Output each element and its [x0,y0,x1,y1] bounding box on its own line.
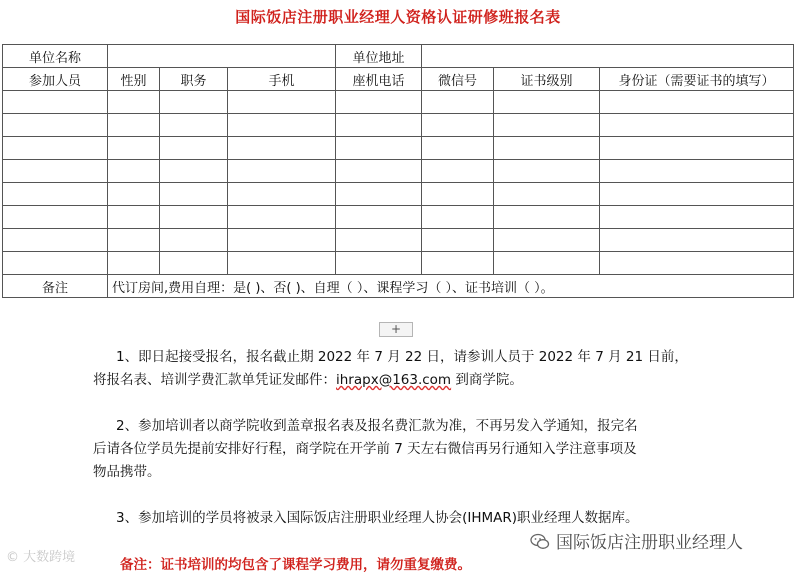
participant-row [3,206,794,229]
header-cell: 身份证（需要证书的填写） [600,68,794,91]
participant-cell[interactable] [108,160,160,183]
participant-cell[interactable] [336,91,422,114]
unit-name-label: 单位名称 [3,45,108,68]
participant-cell[interactable] [160,206,228,229]
participant-cell[interactable] [228,252,336,275]
participant-cell[interactable] [160,160,228,183]
paragraph-1 [93,346,688,392]
add-row-button[interactable]: + [379,322,413,337]
watermark-right [530,528,743,553]
paragraph-1-line-1: 1、即日起接受报名，报名截止期 2022 年 7 月 22 日，请参训人员于 2022 年 7 月 21 日前， [116,349,688,365]
participant-cell[interactable] [108,114,160,137]
participant-cell[interactable] [160,183,228,206]
paragraph-3: 3、参加培训的学员将被录入国际饭店注册职业经理人协会(IHMAR)职业经理人数据库。 [116,510,639,526]
paragraph-1-line-2: 将报名表、培训学费汇款单凭证发邮件：ihrapx@163.com 到商学院。 [93,372,523,388]
participant-cell[interactable] [494,206,600,229]
participant-cell[interactable] [228,160,336,183]
participant-cell[interactable] [228,183,336,206]
participant-cell[interactable] [336,183,422,206]
participant-cell[interactable] [494,114,600,137]
participant-cell[interactable] [422,183,494,206]
participant-cell[interactable] [422,229,494,252]
participant-cell[interactable] [600,229,794,252]
participant-cell[interactable] [494,252,600,275]
participant-row [3,137,794,160]
participant-cell[interactable] [422,91,494,114]
participant-cell[interactable] [600,206,794,229]
participant-cell[interactable] [160,137,228,160]
participant-cell[interactable] [3,160,108,183]
participant-cell[interactable] [160,91,228,114]
participant-cell[interactable] [600,183,794,206]
unit-info-row [3,45,794,68]
participant-cell[interactable] [336,229,422,252]
participant-cell[interactable] [3,137,108,160]
watermark-left: © 大数跨境 [6,550,76,565]
registration-table [2,44,794,298]
participant-cell[interactable] [228,229,336,252]
participant-cell[interactable] [228,206,336,229]
header-cell: 性别 [108,68,160,91]
participant-cell[interactable] [600,160,794,183]
remark-label: 备注 [3,275,108,298]
email-link[interactable]: ihrapx@163.com [336,372,452,388]
participant-cell[interactable] [160,252,228,275]
form-title: 国际饭店注册职业经理人资格认证研修班报名表 [235,8,561,26]
participant-row [3,114,794,137]
participant-cell[interactable] [336,137,422,160]
header-row [3,68,794,91]
unit-address-label: 单位地址 [336,45,422,68]
participant-cell[interactable] [494,229,600,252]
paragraph-2-line-1: 2、参加培训者以商学院收到盖章报名表及报名费汇款为准，不再另发入学通知，报完名 [116,418,638,434]
participant-cell[interactable] [3,91,108,114]
participant-cell[interactable] [600,252,794,275]
participant-row [3,229,794,252]
participant-cell[interactable] [494,137,600,160]
participant-cell[interactable] [108,183,160,206]
participant-cell[interactable] [228,114,336,137]
participant-cell[interactable] [108,229,160,252]
watermark-right-text: 国际饭店注册职业经理人 [556,533,743,553]
fee-note: 备注：证书培训的均包含了课程学习费用，请勿重复缴费。 [120,557,471,573]
header-cell: 座机电话 [336,68,422,91]
participant-row [3,183,794,206]
paragraph-2 [93,415,638,484]
participant-cell[interactable] [3,206,108,229]
participant-cell[interactable] [3,114,108,137]
participant-cell[interactable] [600,91,794,114]
participant-cell[interactable] [494,160,600,183]
participant-cell[interactable] [336,160,422,183]
participant-cell[interactable] [160,114,228,137]
header-cell: 参加人员 [3,68,108,91]
header-cell: 职务 [160,68,228,91]
participant-cell[interactable] [336,206,422,229]
participant-row [3,91,794,114]
header-cell: 微信号 [422,68,494,91]
participant-cell[interactable] [3,229,108,252]
participant-row [3,160,794,183]
participant-cell[interactable] [422,206,494,229]
paragraph-2-line-3: 物品携带。 [93,464,161,480]
participant-cell[interactable] [336,252,422,275]
unit-name-field[interactable] [108,45,336,68]
participant-cell[interactable] [422,160,494,183]
participant-cell[interactable] [422,114,494,137]
header-cell: 证书级别 [494,68,600,91]
participant-cell[interactable] [422,137,494,160]
participant-cell[interactable] [228,137,336,160]
participant-cell[interactable] [3,252,108,275]
participant-cell[interactable] [600,137,794,160]
participant-cell[interactable] [494,91,600,114]
participant-cell[interactable] [108,137,160,160]
participant-cell[interactable] [228,91,336,114]
header-cell: 手机 [228,68,336,91]
participant-cell[interactable] [160,229,228,252]
participant-cell[interactable] [108,252,160,275]
remark-text[interactable]: 代订房间,费用自理：是( )、否( )、自理（ ）、课程学习（ ）、证书培训（ ）。 [108,275,794,298]
participant-cell[interactable] [494,183,600,206]
participant-row [3,252,794,275]
participant-cell[interactable] [108,206,160,229]
participant-cell[interactable] [600,114,794,137]
wechat-icon [530,533,550,551]
paragraph-2-line-2: 后请各位学员先提前安排好行程，商学院在开学前 7 天左右微信再另行通知入学注意事项及 [93,441,637,457]
remark-row [3,275,794,298]
participant-cell[interactable] [422,252,494,275]
unit-address-field[interactable] [422,45,794,68]
participant-cell[interactable] [3,183,108,206]
participant-cell[interactable] [108,91,160,114]
participant-cell[interactable] [336,114,422,137]
